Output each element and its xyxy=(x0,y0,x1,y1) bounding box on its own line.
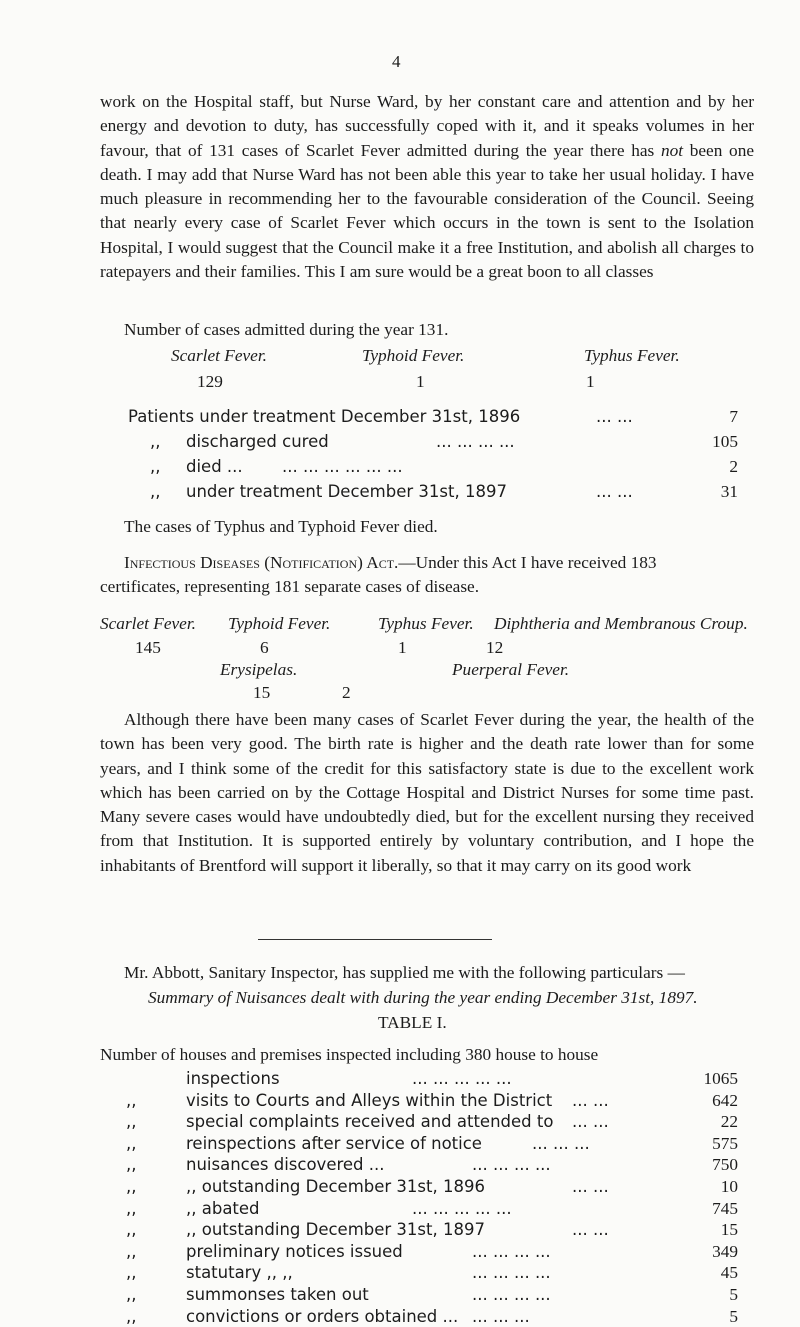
table-row-prefix: ,, xyxy=(126,1090,137,1110)
table-row-prefix: ,, xyxy=(126,1220,137,1240)
health-paragraph xyxy=(100,708,754,878)
patients-row-dots: ... ... ... ... ... ... xyxy=(282,457,403,476)
patients-row-prefix: ,, xyxy=(150,457,161,476)
admissions-scarlet-label: Scarlet Fever. xyxy=(171,346,267,365)
patients-row-value: 2 xyxy=(729,457,738,476)
disease-scarlet-label: Scarlet Fever. xyxy=(100,614,196,633)
intro-lead: work on the Hospital staff, but Nurse Ward, by her constant care and attention and by her energy and devotion to duty, has successfully coped with it, and it speaks volumes in her favour, that of 131 cases of Scarlet Fever admitted during the year there has xyxy=(100,92,754,160)
table-row-value: 1065 xyxy=(703,1069,738,1088)
disease-typhoid-label: Typhoid Fever. xyxy=(228,614,331,633)
table-row-dots: ... ... ... ... ... xyxy=(412,1198,512,1218)
table-row-dots: ... ... ... ... xyxy=(472,1241,551,1261)
table-row-dots: ... ... ... xyxy=(472,1306,530,1326)
patients-row-prefix: ,, xyxy=(150,432,161,451)
patients-row-dots: ... ... xyxy=(596,407,633,426)
table-row-value: 15 xyxy=(720,1220,738,1240)
health-paragraph-text: Although there have been many cases of Scarlet Fever during the year, the health of the town has been very good. The birth rate is higher and the death rate lower than for some years, and I think some of the credit for this satisfactory state is due to the excellent work which has been carried on by the Cottage Hospital and District Nurses for some time past. Many severe cases would have undoubtedly died, but for the excellent nursing they received from that Institution. It is supported entirely by voluntary contribution, and I hope the inhabitants of Brentford will support it liberally, so that it may carry on its good work xyxy=(100,710,754,875)
table-row-dots: ... ... xyxy=(572,1177,609,1196)
notification-line-2: certificates, representing 181 separate cases of disease. xyxy=(100,577,480,596)
table-row-label: statutary ,, ,, xyxy=(186,1263,293,1283)
disease-puerperal-label: Puerperal Fever. xyxy=(452,660,570,679)
disease-typhus-label: Typhus Fever. xyxy=(378,614,474,633)
patients-row-label: Patients under treatment December 31st, 1896 xyxy=(128,407,521,426)
notification-text: —Under this Act I have received 183 xyxy=(398,553,657,572)
table-row-label: convictions or orders obtained ... xyxy=(186,1306,459,1326)
intro-emphasis: not xyxy=(660,140,684,160)
disease-puerperal-value: 2 xyxy=(342,683,351,702)
admissions-typhoid-label: Typhoid Fever. xyxy=(362,346,465,365)
notification-line-1 xyxy=(124,553,657,573)
table-row-value: 642 xyxy=(712,1090,738,1110)
table-row-dots: ... ... xyxy=(572,1220,609,1240)
table-title: TABLE I. xyxy=(378,1013,447,1032)
table-row-dots: ... ... ... ... xyxy=(472,1263,551,1283)
table-row-label: inspections xyxy=(186,1069,280,1088)
admissions-typhoid-value: 1 xyxy=(416,372,425,391)
summary-title: Summary of Nuisances dealt with during the year ending December 31st, 1897. xyxy=(148,988,698,1007)
patients-row-value: 105 xyxy=(712,432,738,451)
admissions-typhus-value: 1 xyxy=(586,372,595,391)
admissions-scarlet-value: 129 xyxy=(197,372,223,391)
table-row-prefix: ,, xyxy=(126,1155,137,1175)
table-row-label: summonses taken out xyxy=(186,1285,369,1304)
patients-row-label: under treatment December 31st, 1897 xyxy=(186,482,507,501)
table-row-dots: ... ... ... ... ... xyxy=(412,1069,512,1088)
table-row-dots: ... ... xyxy=(572,1112,609,1132)
disease-diphtheria-value: 12 xyxy=(486,638,504,657)
table-row-dots: ... ... ... ... xyxy=(472,1285,551,1304)
table-row-prefix: ,, xyxy=(126,1263,137,1283)
table-row-value: 10 xyxy=(720,1177,738,1196)
admissions-heading: Number of cases admitted during the year 131. xyxy=(124,320,449,339)
table-row-value: 5 xyxy=(729,1306,738,1326)
table-row-value: 22 xyxy=(720,1112,738,1132)
patients-row-value: 31 xyxy=(720,482,738,501)
section-divider xyxy=(258,939,492,940)
table-row-prefix: ,, xyxy=(126,1285,137,1304)
disease-diphtheria-label: Diphtheria and Membranous Croup. xyxy=(494,614,748,633)
table-row-label: reinspections after service of notice xyxy=(186,1133,482,1153)
inspector-intro: Mr. Abbott, Sanitary Inspector, has supplied me with the following particulars — xyxy=(124,963,685,982)
patients-row-label: discharged cured xyxy=(186,432,329,451)
table-row-value: 349 xyxy=(712,1241,738,1261)
disease-erysipelas-label: Erysipelas. xyxy=(220,660,298,679)
table-row-prefix: ,, xyxy=(126,1133,137,1153)
intro-paragraph xyxy=(100,90,754,284)
patients-row-prefix: ,, xyxy=(150,482,161,501)
table-row-prefix: ,, xyxy=(126,1177,137,1196)
table-row-prefix: ,, xyxy=(126,1241,137,1261)
table-row-label: visits to Courts and Alleys within the District xyxy=(186,1090,553,1110)
table-row-dots: ... ... ... xyxy=(532,1133,590,1153)
table-row-value: 5 xyxy=(729,1285,738,1304)
intro-tail: been one death. I may add that Nurse Ward has not been able this year to take her usual holiday. I have much pleasure in recommending her to the favourable consideration of the Council. Seeing that nearly every case of Scarlet Fever which occurs in the town is sent to the Isolation Hospital, I would suggest that the Council make it a free Institution, and abolish all charges to ratepayers and their families. This I am sure would be a great boon to all classes xyxy=(100,140,755,282)
table-row-value: 575 xyxy=(712,1133,738,1153)
patients-row-dots: ... ... ... ... xyxy=(436,432,515,451)
table-row-prefix: ,, xyxy=(126,1112,137,1132)
table-row-dots: ... ... ... ... xyxy=(472,1155,551,1175)
disease-typhoid-value: 6 xyxy=(260,638,269,657)
table-row-label: nuisances discovered ... xyxy=(186,1155,385,1175)
page-number: 4 xyxy=(392,52,401,71)
table-first-label: Number of houses and premises inspected including 380 house to house xyxy=(100,1045,599,1064)
table-row-prefix: ,, xyxy=(126,1198,137,1218)
table-row-prefix: ,, xyxy=(126,1306,137,1326)
table-row-label: ,, abated xyxy=(186,1198,260,1218)
patients-row-dots: ... ... xyxy=(596,482,633,501)
table-row-label: preliminary notices issued xyxy=(186,1241,403,1261)
table-row-value: 45 xyxy=(720,1263,738,1283)
notification-heading: Infectious Diseases (Notification) Act. xyxy=(124,553,399,572)
table-row-value: 745 xyxy=(712,1198,738,1218)
patients-row-label: died ... xyxy=(186,457,243,476)
disease-scarlet-value: 145 xyxy=(135,638,161,657)
table-row-label: ,, outstanding December 31st, 1897 xyxy=(186,1220,485,1240)
admissions-typhus-label: Typhus Fever. xyxy=(584,346,680,365)
table-row-label: special complaints received and attended to xyxy=(186,1112,554,1132)
table-row-value: 750 xyxy=(712,1155,738,1175)
patients-row-value: 7 xyxy=(729,407,738,426)
disease-typhus-value: 1 xyxy=(398,638,407,657)
table-row-dots: ... ... xyxy=(572,1090,609,1110)
typhus-note: The cases of Typhus and Typhoid Fever died. xyxy=(124,517,438,536)
table-row-label: ,, outstanding December 31st, 1896 xyxy=(186,1177,485,1196)
disease-erysipelas-value: 15 xyxy=(253,683,271,702)
